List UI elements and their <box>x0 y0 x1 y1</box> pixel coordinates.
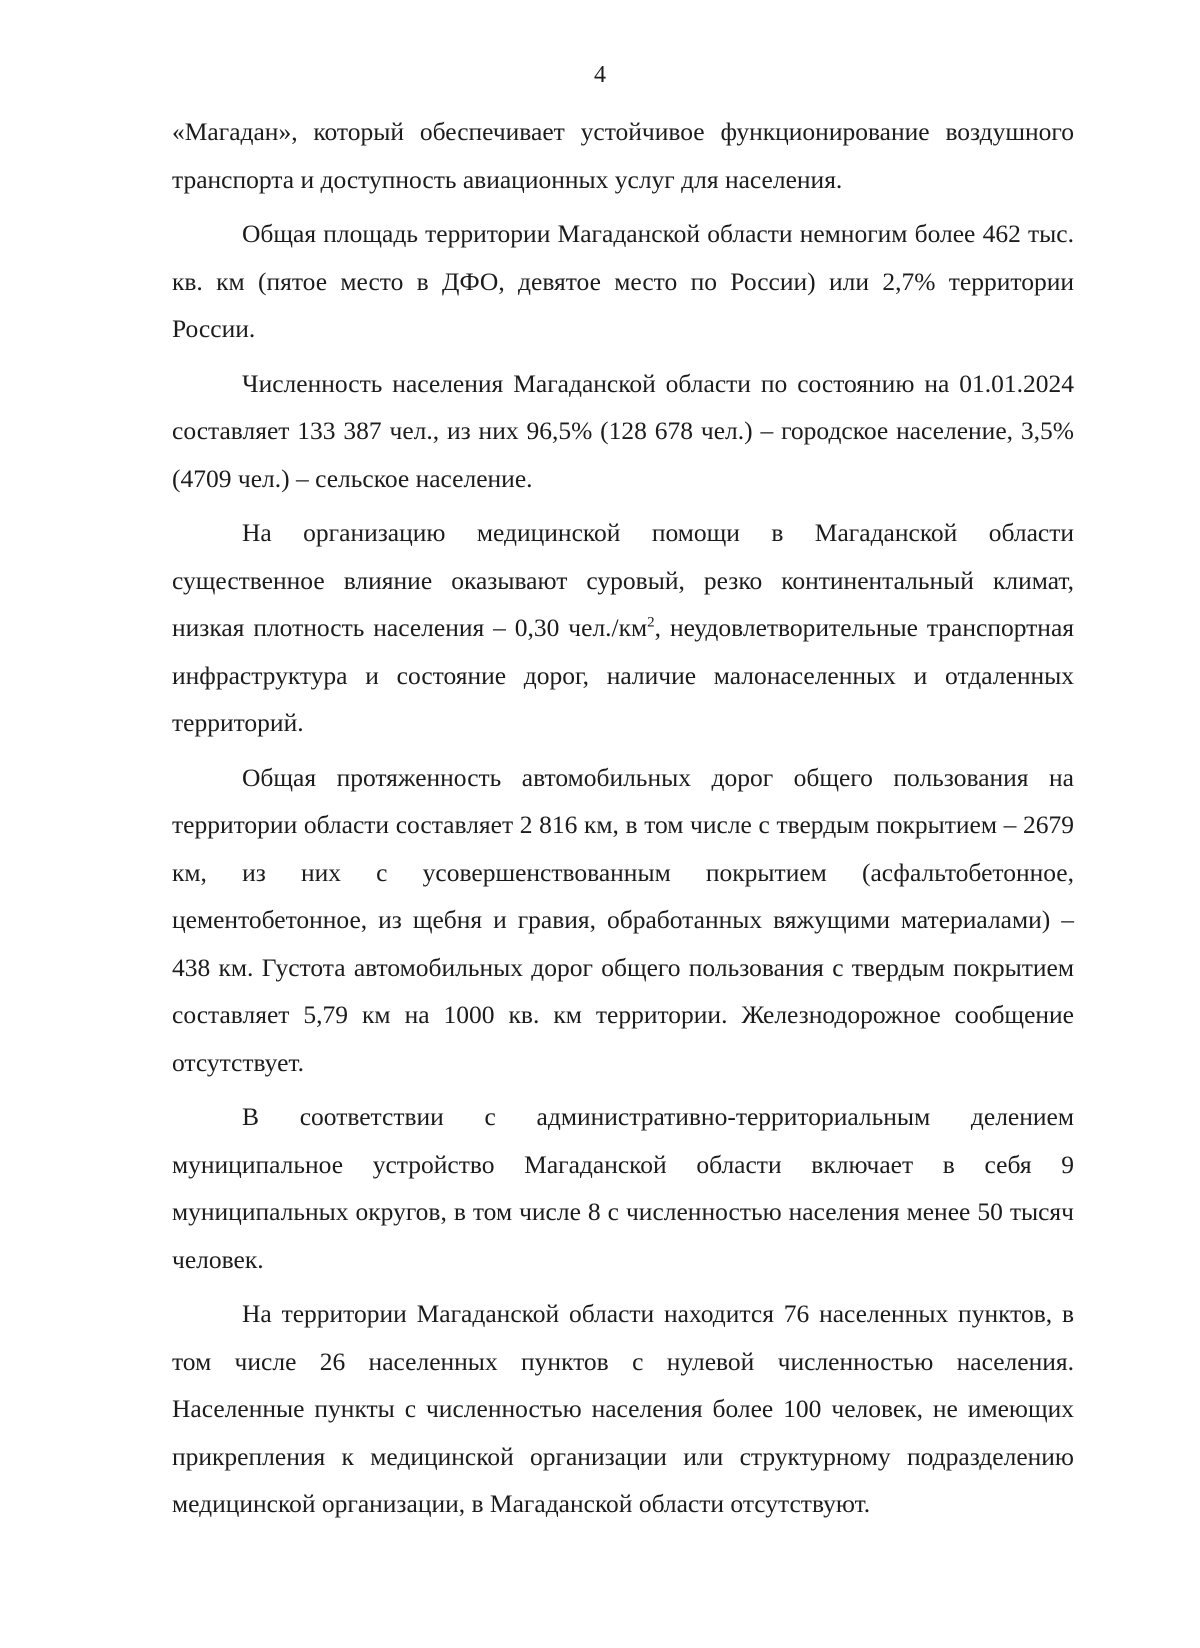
page-number: 4 <box>594 62 606 88</box>
paragraph-roads: Общая протяженность автомобильных дорог общего пользования на территории области составляет 2 816 км, в том числе с твердым покрытием – 2679 км, из них с усовершенствованным покрытием (асфальтобетонное, цементобетонное, из щебня и гравия, обработанных вяжущими материалами) – 438 км. Густота автомобильных дорог общего пользования с твердым покрытием составляет 5,79 км на 1000 кв. км территории. Железнодорожное сообщение отсутствует. <box>172 762 1074 1077</box>
paragraph-medical-factors <box>172 509 1074 747</box>
paragraph-settlements: На территории Магаданской области находится 76 населенных пунктов, в том числе 26 населенных пунктов с нулевой численностью населения. Населенные пункты с численностью населения более 100 человек, не имеющих прикрепления к медицинской организации или структурному подразделению медицинской организации, в Магаданской области отсутствуют. <box>172 1299 1074 1518</box>
paragraph-area: Общая площадь территории Магаданской области немногим более 462 тыс. кв. км (пятое место в ДФО, девятое место по России) или 2,7% территории России. <box>172 219 1074 343</box>
km-squared-superscript: 2 <box>647 614 655 631</box>
document-body <box>172 108 1074 1528</box>
paragraph-medical-factors-tail: , неудовлетворительные транспортная инфраструктура и состояние дорог, наличие малонаселенных и отдаленных территорий. <box>172 613 1074 737</box>
paragraph-municipal: В соответствии с административно-территориальным делением муниципальное устройство Магаданской области включает в себя 9 муниципальных округов, в том числе 8 с численностью населения менее 50 тысяч человек. <box>172 1102 1074 1274</box>
paragraph-medical-factors-text: На организацию медицинской помощи в Магаданской области существенное влияние оказывают суровый, резко континентальный климат, низкая плотность населения – 0,30 чел./км <box>172 518 1074 642</box>
paragraph-population: Численность населения Магаданской области по состоянию на 01.01.2024 составляет 133 387 чел., из них 96,5% (128 678 чел.) – городское население, 3,5% (4709 чел.) – сельское население. <box>172 368 1074 493</box>
paragraph-airport: «Магадан», который обеспечивает устойчивое функционирование воздушного транспорта и доступность авиационных услуг для населения. <box>172 117 1074 194</box>
